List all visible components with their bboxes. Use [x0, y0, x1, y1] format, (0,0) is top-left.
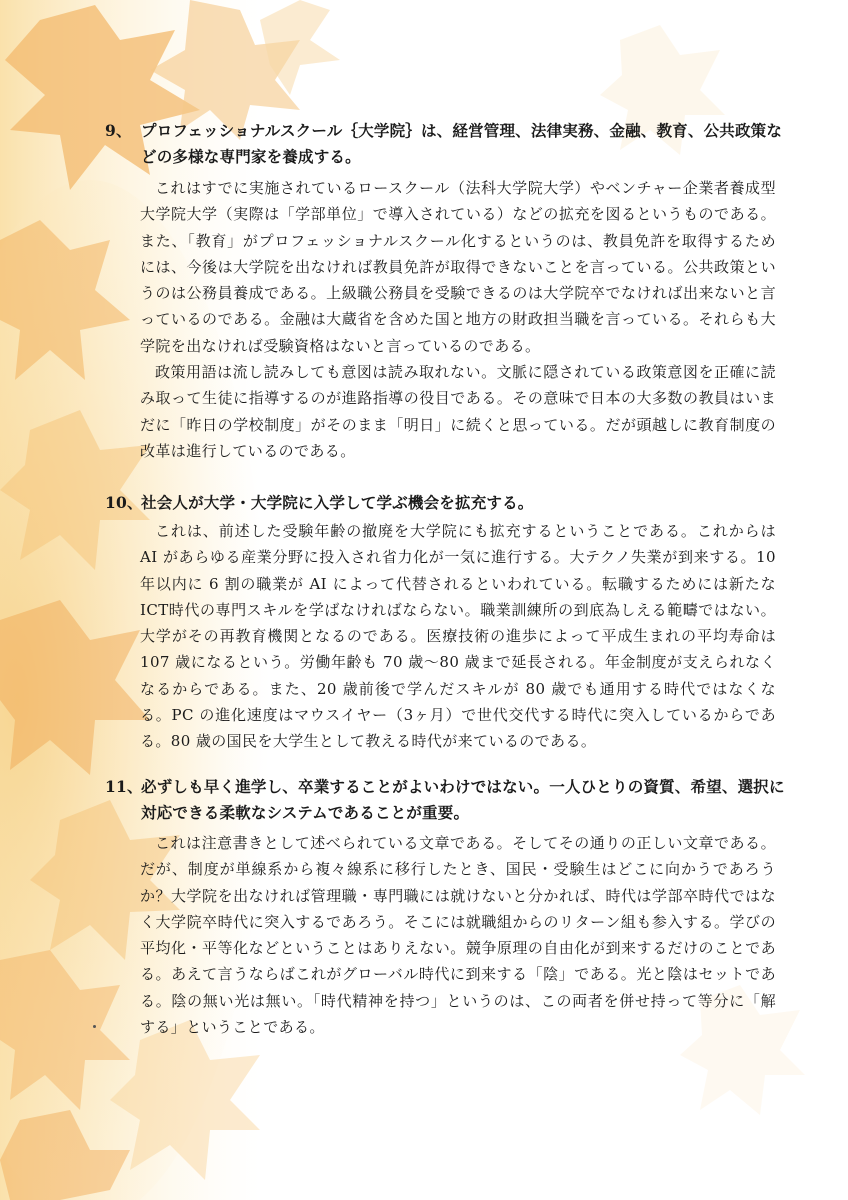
section-9-heading	[105, 118, 785, 170]
section-11-heading-text: 必ずしも早く進学し、卒業することがよいわけではない。一人ひとりの資質、希望、選択に対応できる柔軟なシステムであることが重要。	[141, 777, 785, 822]
section-9-paragraph-2: 政策用語は流し読みしても意図は読み取れない。文脈に隠されている政策意図を正確に読み取って生徒に指導するのが進路指導の役目である。その意味で日本の大多数の教員はいまだに「昨日の学校制度」がそのまま「明日」に続くと思っている。だが頭越しに教育制度の改革は進行しているのである。	[140, 363, 776, 460]
section-11-paragraph-1: これは注意書きとして述べられている文章である。そしてその通りの正しい文章である。だが、制度が単線系から複々線系に移行したとき、国民・受験生はどこに向かうであろうか？大学院を出なければ管理職・専門職には就けないと分かれば、時代は学部卒時代ではなく大学院卒時代に突入するであろう。そこには就職組からのリターン組も参入する。学びの平均化・平等化などということはありえない。競争原理の自由化が到来するだけのことである。あえて言うならばこれがグローバル時代に到来する「陰」である。光と陰はセットである。陰の無い光は無い。「時代精神を持つ」というのは、この両者を併せ持って等分に「解する」ということである。	[140, 834, 776, 1037]
section-9-heading-text: プロフェッショナルスクール｛大学院｝は、経営管理、法律実務、金融、教育、公共政策などの多様な専門家を養成する。	[141, 121, 783, 166]
section-11-number: 11、	[105, 777, 143, 796]
section-11-heading	[105, 774, 785, 826]
section-9-paragraph-1: これはすでに実施されているロースクール（法科大学院大学）やベンチャー企業者養成型大学院大学（実際は「学部単位」で導入されている）などの拡充を図るというものである。また、「教育」がプロフェッショナルスクール化するというのは、教員免許を取得するためには、今後は大学院を出なければ教員免許が取得できないことを言っている。公共政策というのは公務員養成である。上級職公務員を受験できるのは大学院卒でなければ出来ないと言っているのである。金融は大蔵省を含めた国と地方の財政担当職を言っている。それらも大学院を出なければ受験資格はないと言っているのである。	[140, 179, 776, 355]
section-9-body	[140, 175, 776, 464]
section-9-number: 9、	[105, 121, 132, 140]
section-11-body	[140, 830, 776, 1040]
section-10-number: 10、	[105, 493, 143, 512]
section-10-heading	[105, 490, 785, 516]
section-10-heading-text: 社会人が大学・大学院に入学して学ぶ機会を拡充する。	[141, 493, 534, 512]
section-10-paragraph-1: これは、前述した受験年齢の撤廃を大学院にも拡充するということである。これからは AI があらゆる産業分野に投入され省力化が一気に進行する。大テクノ失業が到来する。10 年以内に 6 割の職業が AI によって代替されるといわれている。転職するためには新たなICT時代の専門スキルを学ばなければならない。職業訓練所の到底為しえる範疇ではない。大学がその再教育機関となるのである。医療技術の進歩によって平成生まれの平均寿命は 107 歳になるという。労働年齢も 70 歳～80 歳まで延長される。年金制度が支えられなくなるからである。また、20 歳前後で学んだスキルが 80 歳でも通用する時代ではなくなる。PC の進化速度はマウスイヤー（3ヶ月）で世代交代する時代に突入しているからである。80 歳の国民を大学生として教える時代が来ているのである。	[140, 522, 776, 751]
section-10-body	[140, 518, 776, 755]
margin-dot	[93, 1025, 96, 1028]
